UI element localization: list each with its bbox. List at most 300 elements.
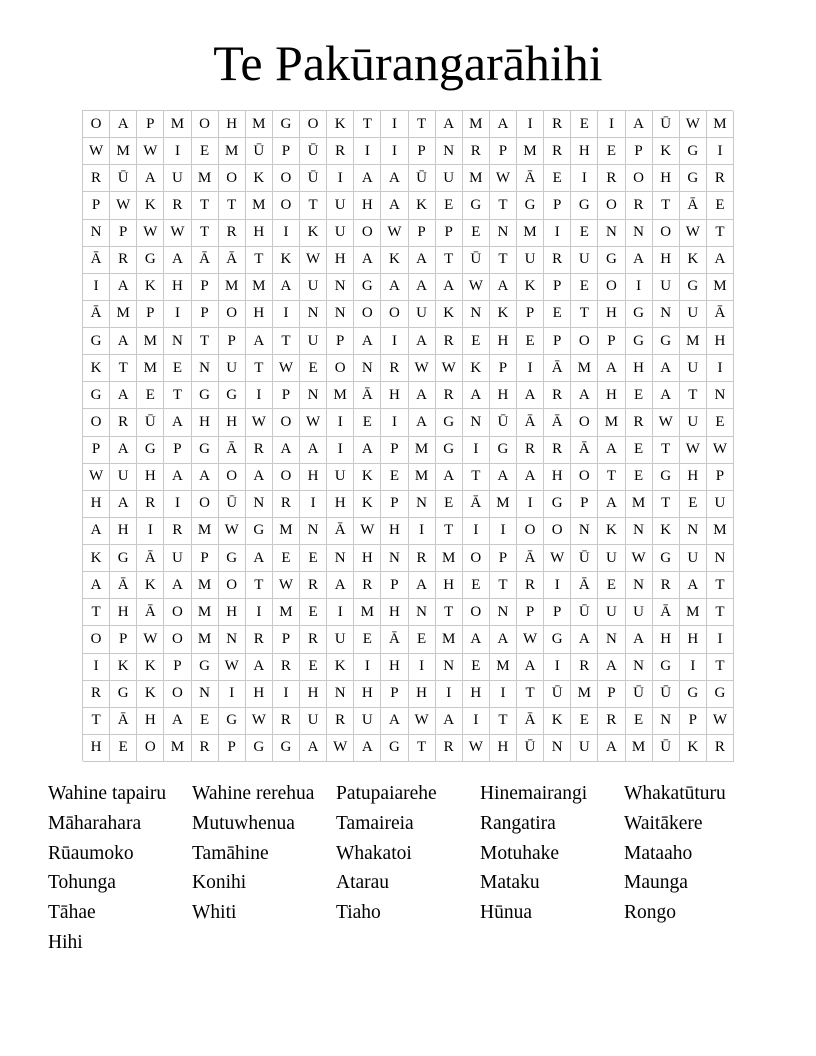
grid-cell[interactable]: H [381, 654, 408, 681]
grid-cell[interactable]: H [680, 626, 707, 653]
grid-cell[interactable]: G [544, 626, 571, 653]
grid-cell[interactable]: A [354, 165, 381, 192]
grid-cell[interactable]: I [381, 138, 408, 165]
grid-cell[interactable]: T [436, 518, 463, 545]
grid-cell[interactable]: M [246, 274, 273, 301]
grid-cell[interactable]: U [110, 464, 137, 491]
grid-cell[interactable]: W [463, 274, 490, 301]
grid-cell[interactable]: M [192, 572, 219, 599]
grid-cell[interactable]: I [273, 220, 300, 247]
grid-cell[interactable]: M [246, 192, 273, 219]
grid-cell[interactable]: N [164, 328, 191, 355]
grid-cell[interactable]: E [626, 708, 653, 735]
grid-cell[interactable]: I [544, 654, 571, 681]
grid-cell[interactable]: E [598, 138, 625, 165]
grid-cell[interactable]: W [110, 192, 137, 219]
grid-cell[interactable]: O [273, 192, 300, 219]
grid-cell[interactable]: A [571, 382, 598, 409]
grid-cell[interactable]: I [273, 681, 300, 708]
grid-cell[interactable]: M [354, 599, 381, 626]
grid-cell[interactable]: A [246, 328, 273, 355]
grid-cell[interactable]: M [137, 355, 164, 382]
grid-cell[interactable]: K [598, 518, 625, 545]
grid-cell[interactable]: H [626, 355, 653, 382]
grid-cell[interactable]: H [300, 464, 327, 491]
grid-cell[interactable]: H [219, 409, 246, 436]
grid-cell[interactable]: R [436, 735, 463, 762]
grid-cell[interactable]: R [517, 437, 544, 464]
grid-cell[interactable]: G [680, 138, 707, 165]
grid-cell[interactable]: H [490, 735, 517, 762]
grid-cell[interactable]: P [571, 491, 598, 518]
grid-cell[interactable]: A [381, 192, 408, 219]
grid-cell[interactable]: A [110, 328, 137, 355]
grid-cell[interactable]: A [381, 274, 408, 301]
grid-cell[interactable]: I [83, 654, 110, 681]
grid-cell[interactable]: Ā [192, 247, 219, 274]
grid-cell[interactable]: U [164, 165, 191, 192]
grid-cell[interactable]: R [164, 518, 191, 545]
grid-cell[interactable]: I [598, 111, 625, 138]
grid-cell[interactable]: E [164, 355, 191, 382]
grid-cell[interactable]: P [626, 138, 653, 165]
grid-cell[interactable]: H [381, 518, 408, 545]
grid-cell[interactable]: M [246, 111, 273, 138]
grid-cell[interactable]: Ā [517, 708, 544, 735]
grid-cell[interactable]: Ū [653, 111, 680, 138]
grid-cell[interactable]: O [219, 572, 246, 599]
grid-cell[interactable]: Ū [626, 681, 653, 708]
grid-cell[interactable]: M [490, 654, 517, 681]
grid-cell[interactable]: E [517, 328, 544, 355]
grid-cell[interactable]: G [436, 437, 463, 464]
grid-cell[interactable]: I [517, 355, 544, 382]
grid-cell[interactable]: P [544, 599, 571, 626]
grid-cell[interactable]: M [164, 111, 191, 138]
grid-cell[interactable]: G [626, 328, 653, 355]
grid-cell[interactable]: Ā [219, 437, 246, 464]
grid-cell[interactable]: U [517, 247, 544, 274]
grid-cell[interactable]: A [381, 165, 408, 192]
grid-cell[interactable]: T [490, 247, 517, 274]
grid-cell[interactable]: G [381, 735, 408, 762]
grid-cell[interactable]: R [273, 654, 300, 681]
grid-cell[interactable]: I [517, 491, 544, 518]
grid-cell[interactable]: U [219, 355, 246, 382]
grid-cell[interactable]: W [83, 138, 110, 165]
grid-cell[interactable]: E [544, 165, 571, 192]
grid-cell[interactable]: H [707, 328, 734, 355]
grid-cell[interactable]: E [571, 111, 598, 138]
grid-cell[interactable]: I [327, 599, 354, 626]
grid-cell[interactable]: I [707, 626, 734, 653]
grid-cell[interactable]: W [463, 735, 490, 762]
grid-cell[interactable]: P [409, 138, 436, 165]
grid-cell[interactable]: M [680, 599, 707, 626]
grid-cell[interactable]: W [436, 355, 463, 382]
grid-cell[interactable]: H [246, 681, 273, 708]
grid-cell[interactable]: P [219, 735, 246, 762]
grid-cell[interactable]: A [571, 626, 598, 653]
grid-cell[interactable]: R [544, 111, 571, 138]
grid-cell[interactable]: A [626, 247, 653, 274]
grid-cell[interactable]: O [219, 464, 246, 491]
grid-cell[interactable]: W [273, 572, 300, 599]
grid-cell[interactable]: O [381, 301, 408, 328]
grid-cell[interactable]: N [626, 654, 653, 681]
grid-cell[interactable]: H [381, 382, 408, 409]
grid-cell[interactable]: A [354, 437, 381, 464]
grid-cell[interactable]: A [246, 464, 273, 491]
grid-cell[interactable]: G [192, 382, 219, 409]
grid-cell[interactable]: E [626, 464, 653, 491]
grid-cell[interactable]: O [463, 599, 490, 626]
grid-cell[interactable]: U [680, 301, 707, 328]
grid-cell[interactable]: R [137, 491, 164, 518]
grid-cell[interactable]: K [327, 654, 354, 681]
grid-cell[interactable]: H [354, 545, 381, 572]
grid-cell[interactable]: W [273, 355, 300, 382]
grid-cell[interactable]: M [219, 274, 246, 301]
grid-cell[interactable]: H [110, 599, 137, 626]
grid-cell[interactable]: A [409, 274, 436, 301]
grid-cell[interactable]: O [192, 491, 219, 518]
grid-cell[interactable]: N [409, 491, 436, 518]
grid-cell[interactable]: N [436, 138, 463, 165]
grid-cell[interactable]: Ā [680, 192, 707, 219]
grid-cell[interactable]: K [354, 491, 381, 518]
grid-cell[interactable]: R [517, 572, 544, 599]
grid-cell[interactable]: K [110, 654, 137, 681]
grid-cell[interactable]: O [273, 464, 300, 491]
grid-cell[interactable]: N [436, 654, 463, 681]
grid-cell[interactable]: A [409, 247, 436, 274]
grid-cell[interactable]: H [680, 464, 707, 491]
grid-cell[interactable]: K [517, 274, 544, 301]
grid-cell[interactable]: U [653, 274, 680, 301]
grid-cell[interactable]: Ā [83, 301, 110, 328]
grid-cell[interactable]: W [219, 654, 246, 681]
grid-cell[interactable]: E [707, 192, 734, 219]
grid-cell[interactable]: M [192, 599, 219, 626]
grid-cell[interactable]: O [83, 409, 110, 436]
grid-cell[interactable]: U [327, 220, 354, 247]
grid-cell[interactable]: E [192, 708, 219, 735]
grid-cell[interactable]: O [571, 464, 598, 491]
grid-cell[interactable]: R [273, 491, 300, 518]
grid-cell[interactable]: G [490, 437, 517, 464]
grid-cell[interactable]: N [83, 220, 110, 247]
grid-cell[interactable]: A [273, 437, 300, 464]
grid-cell[interactable]: R [164, 192, 191, 219]
grid-cell[interactable]: E [626, 437, 653, 464]
grid-cell[interactable]: M [598, 409, 625, 436]
grid-cell[interactable]: G [436, 409, 463, 436]
grid-cell[interactable]: G [626, 301, 653, 328]
grid-cell[interactable]: P [490, 138, 517, 165]
grid-cell[interactable]: A [246, 654, 273, 681]
grid-cell[interactable]: I [409, 654, 436, 681]
grid-cell[interactable]: E [436, 192, 463, 219]
grid-cell[interactable]: M [409, 464, 436, 491]
grid-cell[interactable]: A [598, 735, 625, 762]
grid-cell[interactable]: P [381, 437, 408, 464]
grid-cell[interactable]: N [192, 355, 219, 382]
grid-cell[interactable]: P [544, 328, 571, 355]
grid-cell[interactable]: N [653, 301, 680, 328]
grid-cell[interactable]: K [680, 247, 707, 274]
grid-cell[interactable]: A [164, 464, 191, 491]
grid-cell[interactable]: M [626, 491, 653, 518]
grid-cell[interactable]: A [653, 355, 680, 382]
grid-cell[interactable]: K [653, 518, 680, 545]
grid-cell[interactable]: H [354, 192, 381, 219]
grid-cell[interactable]: M [110, 138, 137, 165]
grid-cell[interactable]: O [219, 301, 246, 328]
grid-cell[interactable]: A [273, 274, 300, 301]
grid-cell[interactable]: P [192, 274, 219, 301]
grid-cell[interactable]: M [219, 138, 246, 165]
grid-cell[interactable]: T [653, 437, 680, 464]
grid-cell[interactable]: O [300, 111, 327, 138]
grid-cell[interactable]: P [327, 328, 354, 355]
grid-cell[interactable]: H [571, 138, 598, 165]
grid-cell[interactable]: G [83, 382, 110, 409]
grid-cell[interactable]: E [273, 545, 300, 572]
grid-cell[interactable]: Ā [110, 572, 137, 599]
grid-cell[interactable]: T [707, 572, 734, 599]
grid-cell[interactable]: T [490, 192, 517, 219]
grid-cell[interactable]: H [544, 464, 571, 491]
grid-cell[interactable]: M [707, 111, 734, 138]
grid-cell[interactable]: P [707, 464, 734, 491]
grid-cell[interactable]: T [409, 111, 436, 138]
grid-cell[interactable]: P [192, 301, 219, 328]
grid-cell[interactable]: A [246, 545, 273, 572]
grid-cell[interactable]: U [164, 545, 191, 572]
grid-cell[interactable]: P [137, 111, 164, 138]
grid-cell[interactable]: A [517, 382, 544, 409]
grid-cell[interactable]: G [707, 681, 734, 708]
grid-cell[interactable]: E [300, 355, 327, 382]
grid-cell[interactable]: P [544, 274, 571, 301]
grid-cell[interactable]: Ā [707, 301, 734, 328]
grid-cell[interactable]: O [164, 681, 191, 708]
grid-cell[interactable]: H [300, 681, 327, 708]
grid-cell[interactable]: H [246, 301, 273, 328]
grid-cell[interactable]: W [626, 545, 653, 572]
grid-cell[interactable]: P [110, 220, 137, 247]
grid-cell[interactable]: G [83, 328, 110, 355]
grid-cell[interactable]: T [273, 328, 300, 355]
grid-cell[interactable]: G [354, 274, 381, 301]
grid-cell[interactable]: I [354, 654, 381, 681]
grid-cell[interactable]: T [246, 247, 273, 274]
grid-cell[interactable]: M [192, 518, 219, 545]
grid-cell[interactable]: A [300, 437, 327, 464]
grid-cell[interactable]: P [381, 572, 408, 599]
grid-cell[interactable]: K [137, 192, 164, 219]
grid-cell[interactable]: W [137, 220, 164, 247]
grid-cell[interactable]: N [680, 518, 707, 545]
grid-cell[interactable]: H [327, 491, 354, 518]
grid-cell[interactable]: M [409, 437, 436, 464]
grid-cell[interactable]: R [571, 654, 598, 681]
grid-cell[interactable]: A [137, 165, 164, 192]
grid-cell[interactable]: Ā [219, 247, 246, 274]
grid-cell[interactable]: P [273, 138, 300, 165]
grid-cell[interactable]: O [164, 599, 191, 626]
grid-cell[interactable]: I [409, 518, 436, 545]
grid-cell[interactable]: P [83, 437, 110, 464]
grid-cell[interactable]: R [626, 192, 653, 219]
grid-cell[interactable]: O [354, 220, 381, 247]
grid-cell[interactable]: O [517, 518, 544, 545]
grid-cell[interactable]: H [490, 382, 517, 409]
grid-cell[interactable]: O [598, 274, 625, 301]
grid-cell[interactable]: R [598, 165, 625, 192]
grid-cell[interactable]: A [490, 111, 517, 138]
grid-cell[interactable]: O [83, 626, 110, 653]
grid-cell[interactable]: R [273, 708, 300, 735]
grid-cell[interactable]: E [463, 328, 490, 355]
grid-cell[interactable]: G [653, 654, 680, 681]
grid-cell[interactable]: I [381, 328, 408, 355]
grid-cell[interactable]: N [327, 681, 354, 708]
grid-cell[interactable]: O [137, 735, 164, 762]
grid-cell[interactable]: P [544, 192, 571, 219]
grid-cell[interactable]: Ū [490, 409, 517, 436]
grid-cell[interactable]: M [463, 111, 490, 138]
grid-cell[interactable]: A [110, 274, 137, 301]
grid-cell[interactable]: Ā [137, 545, 164, 572]
grid-cell[interactable]: O [273, 165, 300, 192]
grid-cell[interactable]: O [463, 545, 490, 572]
grid-cell[interactable]: K [490, 301, 517, 328]
grid-cell[interactable]: I [83, 274, 110, 301]
grid-cell[interactable]: N [300, 382, 327, 409]
grid-cell[interactable]: T [300, 192, 327, 219]
grid-cell[interactable]: I [463, 708, 490, 735]
grid-cell[interactable]: W [164, 220, 191, 247]
grid-cell[interactable]: A [83, 572, 110, 599]
grid-cell[interactable]: T [246, 355, 273, 382]
grid-cell[interactable]: U [707, 491, 734, 518]
grid-cell[interactable]: U [327, 192, 354, 219]
grid-cell[interactable]: G [598, 247, 625, 274]
grid-cell[interactable]: Ā [571, 572, 598, 599]
grid-cell[interactable]: M [490, 491, 517, 518]
grid-cell[interactable]: E [137, 382, 164, 409]
grid-cell[interactable]: O [354, 301, 381, 328]
grid-cell[interactable]: A [327, 572, 354, 599]
grid-cell[interactable]: H [463, 681, 490, 708]
grid-cell[interactable]: O [164, 626, 191, 653]
grid-cell[interactable]: W [517, 626, 544, 653]
grid-cell[interactable]: T [707, 599, 734, 626]
grid-cell[interactable]: E [571, 708, 598, 735]
grid-cell[interactable]: Ā [354, 382, 381, 409]
grid-cell[interactable]: T [463, 464, 490, 491]
grid-cell[interactable]: H [110, 518, 137, 545]
grid-cell[interactable]: M [571, 681, 598, 708]
grid-cell[interactable]: T [707, 220, 734, 247]
grid-cell[interactable]: T [653, 491, 680, 518]
grid-cell[interactable]: H [137, 464, 164, 491]
grid-cell[interactable]: H [137, 708, 164, 735]
grid-cell[interactable]: M [164, 735, 191, 762]
grid-cell[interactable]: K [273, 247, 300, 274]
grid-cell[interactable]: H [164, 274, 191, 301]
grid-cell[interactable]: P [598, 681, 625, 708]
grid-cell[interactable]: Ū [653, 681, 680, 708]
grid-cell[interactable]: Ā [137, 599, 164, 626]
grid-cell[interactable]: A [490, 464, 517, 491]
grid-cell[interactable]: Ū [463, 247, 490, 274]
grid-cell[interactable]: W [707, 708, 734, 735]
grid-cell[interactable]: A [463, 382, 490, 409]
grid-cell[interactable]: N [381, 545, 408, 572]
grid-cell[interactable]: Ā [463, 491, 490, 518]
grid-cell[interactable]: Ā [517, 545, 544, 572]
grid-cell[interactable]: N [653, 708, 680, 735]
grid-cell[interactable]: U [626, 599, 653, 626]
grid-cell[interactable]: U [300, 274, 327, 301]
grid-cell[interactable]: E [110, 735, 137, 762]
grid-cell[interactable]: M [707, 274, 734, 301]
grid-cell[interactable]: N [327, 301, 354, 328]
grid-cell[interactable]: A [598, 355, 625, 382]
grid-cell[interactable]: A [300, 735, 327, 762]
grid-cell[interactable]: H [653, 626, 680, 653]
grid-cell[interactable]: U [327, 626, 354, 653]
grid-cell[interactable]: P [164, 437, 191, 464]
grid-cell[interactable]: I [219, 681, 246, 708]
grid-cell[interactable]: O [327, 355, 354, 382]
grid-cell[interactable]: T [707, 654, 734, 681]
grid-cell[interactable]: P [219, 328, 246, 355]
grid-cell[interactable]: P [436, 220, 463, 247]
grid-cell[interactable]: R [246, 437, 273, 464]
grid-cell[interactable]: Ū [110, 165, 137, 192]
grid-cell[interactable]: K [463, 355, 490, 382]
grid-cell[interactable]: W [381, 220, 408, 247]
grid-cell[interactable]: N [490, 220, 517, 247]
grid-cell[interactable]: K [381, 247, 408, 274]
grid-cell[interactable]: G [680, 165, 707, 192]
grid-cell[interactable]: R [354, 572, 381, 599]
grid-cell[interactable]: H [327, 247, 354, 274]
grid-cell[interactable]: I [327, 409, 354, 436]
grid-cell[interactable]: Ū [517, 735, 544, 762]
grid-cell[interactable]: W [327, 735, 354, 762]
grid-cell[interactable]: U [598, 599, 625, 626]
grid-cell[interactable]: G [192, 654, 219, 681]
grid-cell[interactable]: K [544, 708, 571, 735]
grid-cell[interactable]: U [680, 355, 707, 382]
grid-cell[interactable]: N [598, 220, 625, 247]
grid-cell[interactable]: N [707, 545, 734, 572]
grid-cell[interactable]: K [137, 681, 164, 708]
grid-cell[interactable]: A [598, 654, 625, 681]
grid-cell[interactable]: N [490, 599, 517, 626]
grid-cell[interactable]: A [436, 111, 463, 138]
grid-cell[interactable]: N [327, 545, 354, 572]
grid-cell[interactable]: G [653, 464, 680, 491]
grid-cell[interactable]: A [354, 735, 381, 762]
grid-cell[interactable]: N [246, 491, 273, 518]
grid-cell[interactable]: P [110, 626, 137, 653]
